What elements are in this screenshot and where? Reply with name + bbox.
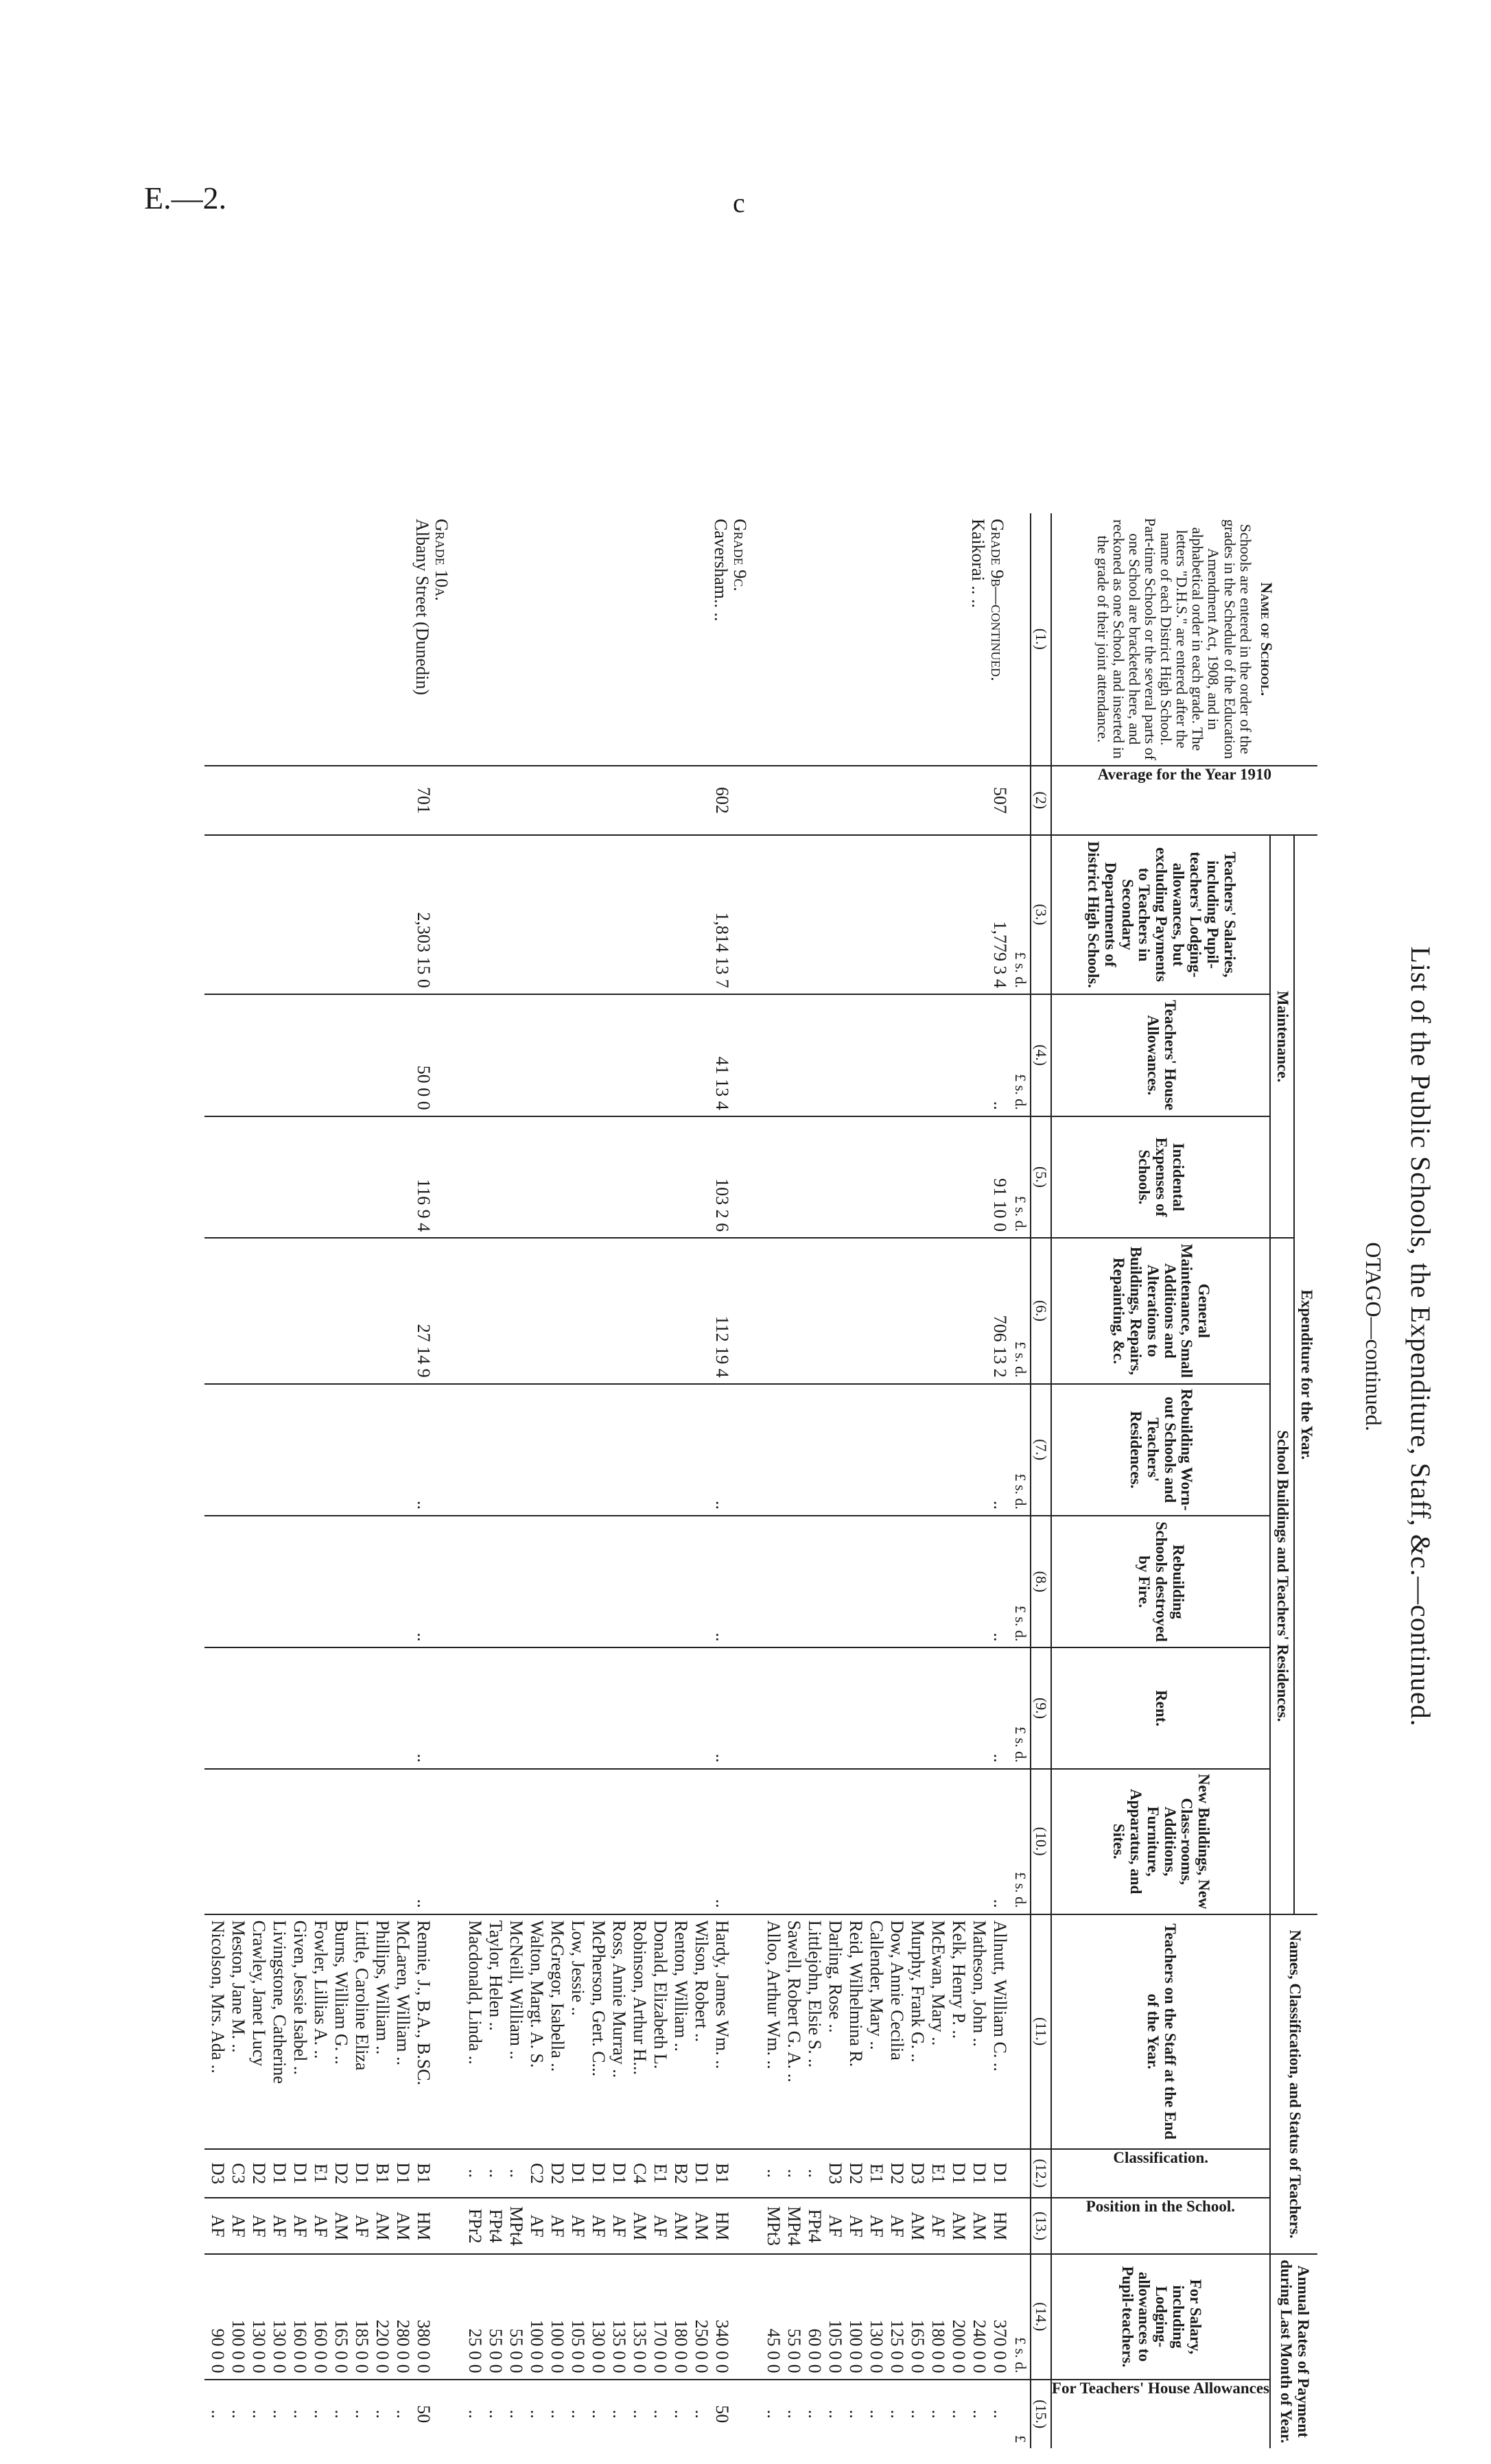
schools-table — [204, 513, 1317, 2448]
teacher-house-allowances: 50 .. .. .. .. .. .. .. .. .. .. .. .. — [462, 2380, 760, 2448]
maintenance-value: 706 13 2 — [760, 1238, 1011, 1383]
grade-label: Grade 9b—continued. — [987, 519, 1007, 681]
school-buildings-header: School Buildings and Teachers' Residences. — [1270, 1238, 1294, 1914]
col7-header: Rebuilding Worn-out Schools and Teachers' Residences. — [1051, 1384, 1270, 1516]
school-name: Kaikorai — [967, 519, 988, 581]
school-row — [760, 513, 1011, 2448]
average-value: 507 — [760, 766, 1011, 835]
teacher-names: Hardy, James Wm. .. Wilson, Robert .. Renton, William .. Donald, Elizabeth L. Robinson, Arthur H... Ross, Annie Murray .. McPherson, Gert. C... Low, Jessie .. McGregor, Isabella .. Walton, Margt. A. S. McNeill, William .. Taylor, Helen .. Macdonald, Linda .. — [462, 1914, 760, 2149]
rent-value: .. — [204, 1647, 462, 1768]
name-of-school-note: Schools are entered in the order of the grades in the Schedule of the Education Amendment Act, 1908, and in alphabetical order in each grade. The letters "D.H.S." are entered after the name of each District High School. Part-time Schools or the several parts of one School are bracketed here, and reckoned as one School, and inserted in the grade of their joint attendance. — [1094, 517, 1254, 760]
new-buildings-value: .. — [204, 1769, 462, 1914]
maintenance-value: 27 14 9 — [204, 1238, 462, 1383]
average-header: Average for the Year 1910 — [1051, 766, 1317, 835]
maintenance-value: 112 19 4 — [462, 1238, 760, 1383]
house-allowance-value: 41 13 4 — [462, 994, 760, 1116]
rebuild-worn-value: .. — [204, 1384, 462, 1516]
school-row — [462, 513, 760, 2448]
school-name: Albany Street (Dunedin) — [412, 519, 432, 696]
column-numbers-row: (1.) (2) (3.) (4.) (5.) (6.) (7.) (8.) (9.) (10.) (11.) (12.) (13.) (14.) (15.) — [1031, 513, 1051, 2448]
average-value: 701 — [204, 766, 462, 835]
house-allowance-value: .. — [760, 994, 1011, 1116]
rebuild-fire-value: .. — [462, 1516, 760, 1647]
col8-header: Rebuilding Schools destroyed by Fire. — [1051, 1516, 1270, 1647]
rebuild-fire-value: .. — [760, 1516, 1011, 1647]
teacher-positions: HM AM AM AF AM AF AF AF AF FPt4 MPt4 MPt3 — [760, 2198, 1011, 2254]
page-title: List of the Public Schools, the Expenditure, Staff, &c.—continued. — [1405, 946, 1436, 1727]
col13-header: Position in the School. — [1051, 2198, 1270, 2254]
school-name: Caversham — [710, 519, 731, 599]
teacher-house-allowances: 50 .. .. .. .. .. .. .. .. .. .. — [204, 2380, 462, 2448]
maintenance-header: Maintenance. — [1270, 835, 1294, 1238]
page-number: E.—2. — [144, 180, 227, 215]
col15-header: For Teachers' House Allowances — [1051, 2380, 1270, 2448]
rebuild-worn-value: .. — [760, 1384, 1011, 1516]
new-buildings-value: .. — [462, 1769, 760, 1914]
rebuild-worn-value: .. — [462, 1384, 760, 1516]
teacher-classifications: B1 D1 B1 D1 D2 E1 D1 D1 D2 C3 D3 — [204, 2149, 462, 2198]
teacher-house-allowances: .. .. .. .. .. .. .. .. .. .. .. .. — [760, 2380, 1011, 2448]
col12-header: Classification. — [1051, 2149, 1270, 2198]
teacher-salaries: 380 0 0 280 0 0 220 0 0 185 0 0 165 0 0 160 0 0 160 0 0 130 0 0 130 0 0 100 0 0 90 0 0 — [204, 2254, 462, 2380]
new-buildings-value: .. — [760, 1769, 1011, 1914]
teacher-classifications: B1 D1 B2 E1 C4 D1 D1 D1 D2 C2 .. .. .. — [462, 2149, 760, 2198]
teacher-positions: HM AM AM AF AM AF AF AF AF AF AF — [204, 2198, 462, 2254]
grade-label: Grade 9c. — [729, 519, 750, 591]
school-name-cell: Grade 9c. Caversham.. .. — [462, 513, 760, 766]
salaries-value: 2,303 15 0 — [204, 835, 462, 994]
col6-header: General Maintenance, Small Additions and Alterations to Buildings, Repairs, Repainting, &c. — [1051, 1238, 1270, 1383]
col10-header: New Buildings, New Class-rooms, Additions, Furniture, Apparatus, and Sites. — [1051, 1769, 1270, 1914]
teacher-salaries: 370 0 0 240 0 0 200 0 0 180 0 0 165 0 0 125 0 0 130 0 0 100 0 0 105 0 0 60 0 0 55 0 0 45 0 0 — [760, 2254, 1011, 2380]
rebuild-fire-value: .. — [204, 1516, 462, 1647]
rates-group-header: Annual Rates of Payment during Last Month of Year. — [1270, 2254, 1317, 2448]
school-name-cell — [204, 513, 462, 766]
units-row: £ s. d. £ s. d. £ s. d. £ s. d. £ s. d. £ s. d. £ s. d. £ s. d. £ s. d. £ — [1011, 513, 1031, 2448]
school-name-cell: Grade 9b—continued. Kaikorai .. .. — [760, 513, 1011, 766]
rent-value: .. — [760, 1647, 1011, 1768]
grade-label: Grade 10a. — [431, 519, 451, 601]
col3-header: Teachers' Salaries, including Pupil-teachers' Lodging-allowances, but excluding Payments to Teachers in Secondary Departments of District High Schools. — [1051, 835, 1270, 994]
incidental-value: 116 9 4 — [204, 1116, 462, 1238]
col4-header: Teachers' House Allowances. — [1051, 994, 1270, 1116]
rent-value: .. — [462, 1647, 760, 1768]
teacher-names: Rennie, J., B.A., B.SC. McLaren, William .. Phillips, William .. Little, Caroline Eliza Burns, William G. .. Fowler, Lillias A. .. Given, Jessie Isabel .. Livingstone, Catherine Crawley, Janet Lucy Meston, Jane M. .. Nicolson, Mrs. Ada .. — [204, 1914, 462, 2149]
page-subtitle: OTAGO—continued. — [1361, 1242, 1386, 1431]
col14-header: For Salary, including Lodging-allowances to Pupil-teachers. — [1051, 2254, 1270, 2380]
col9-header: Rent. — [1051, 1647, 1270, 1768]
rotated-table-page — [207, 239, 1491, 2443]
salaries-value: 1,814 13 7 — [462, 835, 760, 994]
col5-header: Incidental Expenses of Schools. — [1051, 1116, 1270, 1238]
school-row — [204, 513, 462, 2448]
salaries-value: 1,779 3 4 — [760, 835, 1011, 994]
house-allowance-value: 50 0 0 — [204, 994, 462, 1116]
incidental-value: 91 10 0 — [760, 1116, 1011, 1238]
page-mark: c — [733, 187, 745, 218]
col11-header: Teachers on the Staff at the End of the Year. — [1051, 1914, 1270, 2149]
teacher-positions: HM AM AM AF AM AF AF AF AF AF MPt4 FPt4 FPr2 — [462, 2198, 760, 2254]
teacher-salaries: 340 0 0 250 0 0 180 0 0 170 0 0 135 0 0 135 0 0 130 0 0 105 0 0 100 0 0 100 0 0 55 0 0 55 0 0 25 0 0 — [462, 2254, 760, 2380]
teacher-names: Allnutt, William C. .. Matheson, John .. Kelk, Henry P. .. McEwan, Mary .. Murphy, Frank G. .. Dow, Annie Cecilia Callender, Mary .. Reid, Wilhelmina R. Darling, Rose .. Littlejohn, Elsie S. .. Sawell, Robert G. A. .. Alloo, Arthur Wm. .. — [760, 1914, 1011, 2149]
name-of-school-header: Name of School. Schools are entered in the order of the grades in the Schedule of the Education Amendment Act, 1908, and in alphabetical order in each grade. The letters "D.H.S." are entered after the name of each District High School. Part-time Schools or the several parts of one School are bracketed here, and reckoned as one School, and inserted in the grade of their joint attendance. — [1051, 513, 1317, 766]
expenditure-header: Expenditure for the Year. — [1294, 835, 1317, 1914]
names-group-header: Names, Classification, and Status of Teachers. — [1270, 1914, 1317, 2254]
incidental-value: 103 2 6 — [462, 1116, 760, 1238]
teacher-classifications: D1 D1 D1 E1 D3 D2 E1 D2 D3 .. .. .. — [760, 2149, 1011, 2198]
average-value: 602 — [462, 766, 760, 835]
